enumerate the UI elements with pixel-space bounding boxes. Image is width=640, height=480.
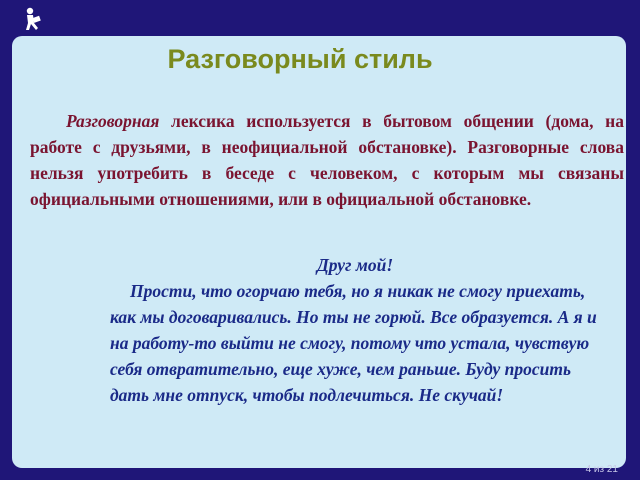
- paragraph-lead-word: Разговорная: [66, 111, 160, 131]
- paragraph-text: лексика используется в бытовом общении (дома, на работе с друзьями, в неофициальной обстановке). Разговорные слова нельзя употребить в беседе с человеком, с которым мы связаны официальными отношениями, или в официальной обстановке.: [30, 111, 624, 209]
- slide-title: Разговорный стиль: [167, 44, 433, 74]
- letter-body: Прости, что огорчаю тебя, но я никак не смогу приехать, как мы договаривались. Но ты не горюй. Все образуется. А я и на работу-то выйти не смогу, потому что устала, чувствую себя отвратительно, еще хуже, чем раньше. Буду просить дать мне отпуск, чтобы подлечиться. Не скучай!: [110, 281, 597, 405]
- person-reading-icon: [20, 6, 44, 34]
- page-indicator: 4 из 21: [585, 464, 618, 475]
- example-letter: [110, 252, 600, 408]
- definition-paragraph: [30, 108, 624, 212]
- letter-greeting: Друг мой!: [316, 255, 394, 275]
